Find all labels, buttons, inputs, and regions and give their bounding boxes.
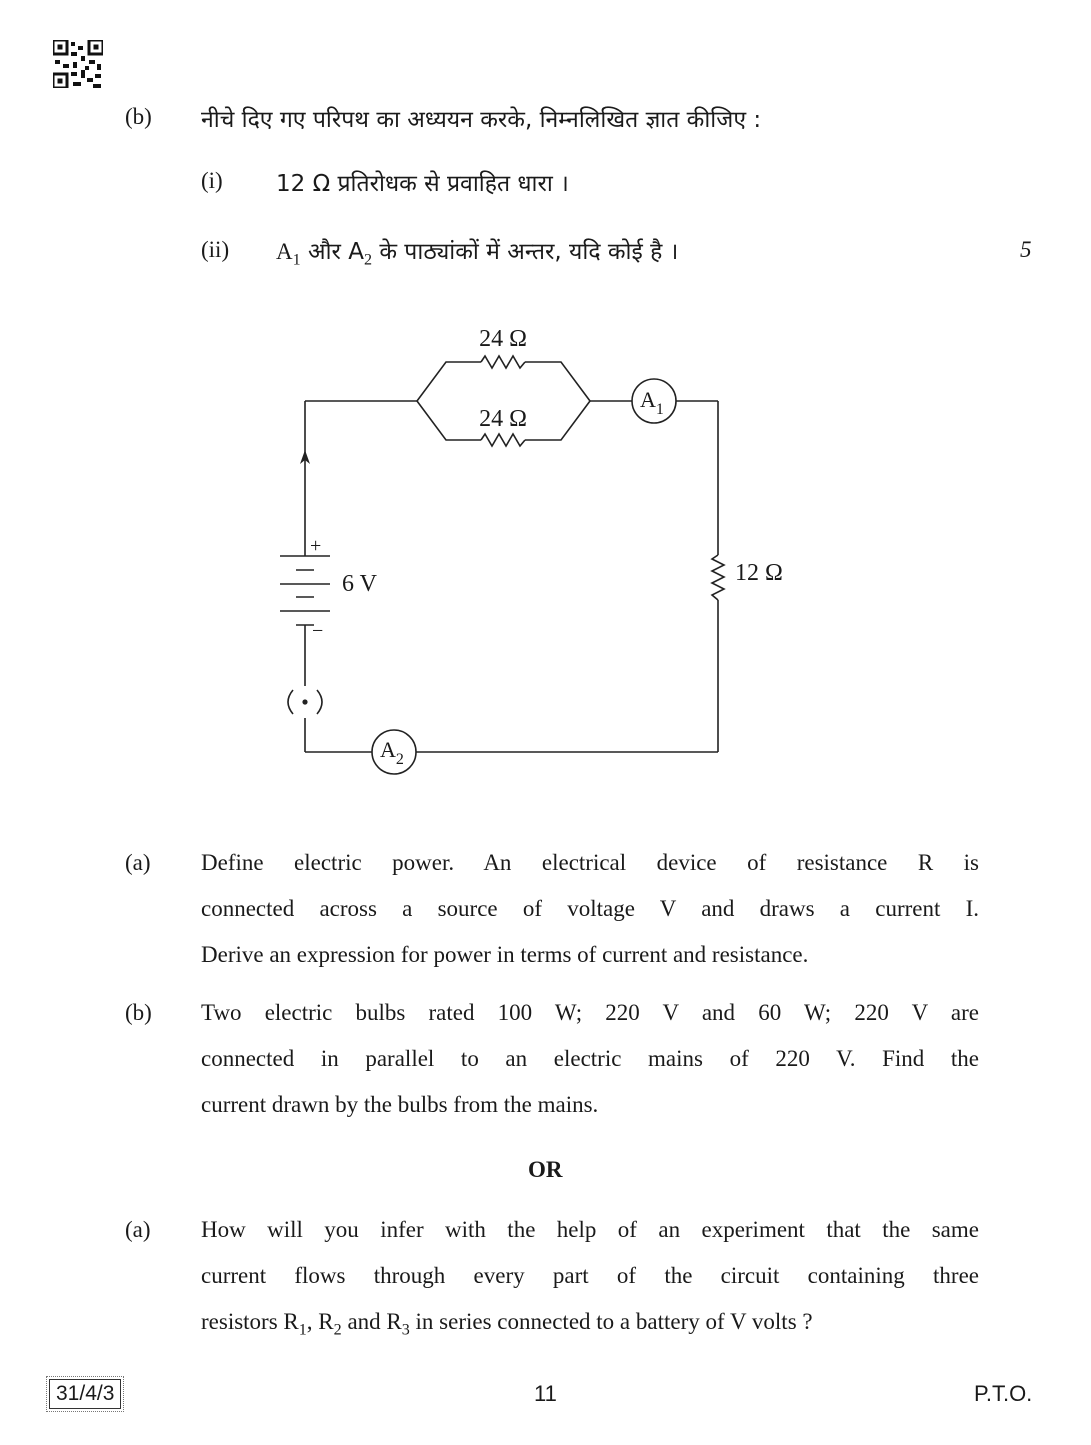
battery-icon: [280, 556, 330, 625]
battery-label: 6 V: [342, 571, 377, 597]
text-line: current flows through every part of the circuit containing three: [201, 1263, 979, 1288]
text-line: current drawn by the bulbs from the mains.: [201, 1092, 599, 1117]
subpart-label-ii: (ii): [201, 237, 230, 262]
text-line: resistors $R_1$, $R_2$ and $R_3$ in series connected to a battery of V volts ?: [201, 1309, 813, 1339]
ammeter-a2-label: $A_2$: [380, 737, 404, 768]
or-separator: OR: [528, 1157, 563, 1182]
text-line: Two electric bulbs rated 100 W; 220 V and 60 W; 220 V are: [201, 1000, 979, 1025]
marks: 5: [1020, 237, 1032, 262]
text-line: connected in parallel to an electric mains of 220 V. Find the: [201, 1046, 979, 1071]
resistor-24-top-icon: [481, 356, 525, 368]
text-line: connected across a source of voltage V and draws a current I.: [201, 896, 979, 921]
question-label: (b): [125, 104, 152, 129]
subpart-text-ii: $A_1$ और $A_2$ के पाठ्यांकों में अन्तर, यदि कोई है ।: [276, 239, 679, 269]
subpart-label-i: (i): [201, 168, 223, 193]
question-label: (a): [125, 1217, 151, 1242]
pto-label: P.T.O.: [974, 1381, 1033, 1406]
resistor-12-icon: [712, 555, 724, 600]
resistor-mid-label: 24 Ω: [479, 406, 527, 432]
battery-plus-label: +: [310, 535, 322, 557]
battery-minus-label: −: [312, 620, 324, 642]
resistor-right-label: 12 Ω: [735, 560, 783, 586]
question-text-hindi: नीचे दिए गए परिपथ का अध्ययन करके, निम्नलिखित ज्ञात कीजिए :: [201, 107, 762, 133]
resistor-24-mid-icon: [481, 434, 525, 446]
question-text: [201, 1207, 979, 1345]
resistor-top-label: 24 Ω: [479, 326, 527, 352]
question-label: (a): [125, 850, 151, 875]
text-line: Define electric power. An electrical device of resistance R is: [201, 850, 979, 875]
text-line: Derive an expression for power in terms of current and resistance.: [201, 942, 809, 967]
paper-code: 31/4/3: [49, 1379, 121, 1409]
text-line: How will you infer with the help of an experiment that the same: [201, 1217, 979, 1242]
subpart-text-i: 12 Ω प्रतिरोधक से प्रवाहित धारा ।: [276, 171, 569, 197]
page-number: 11: [534, 1381, 557, 1406]
ammeter-a1-label: $A_1$: [640, 387, 664, 418]
question-label: (b): [125, 1000, 152, 1025]
question-text: [201, 840, 979, 978]
question-text: [201, 990, 979, 1128]
